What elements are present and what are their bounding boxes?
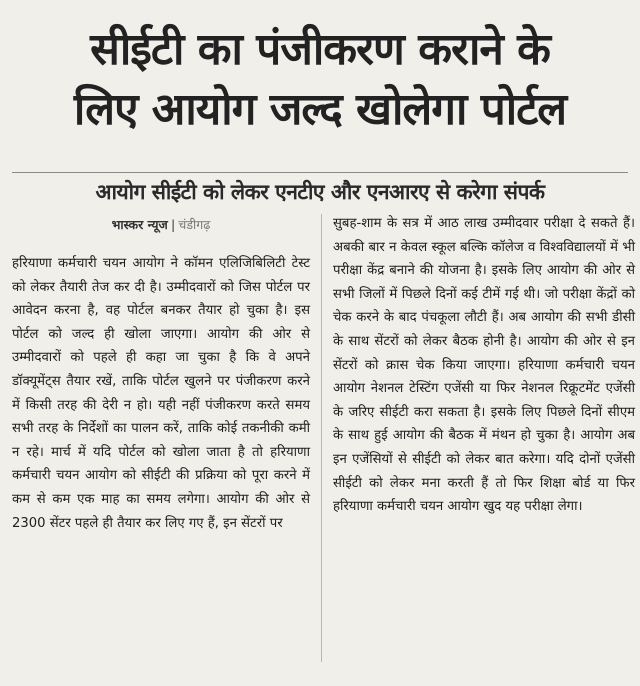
- byline-city: चंडीगढ़: [178, 217, 211, 232]
- headline-divider: [12, 172, 628, 173]
- column-divider: [321, 214, 322, 662]
- byline-source: भास्कर न्यूज: [111, 217, 168, 232]
- byline: [12, 214, 310, 236]
- article-column-right: [333, 212, 635, 519]
- left-column-text: हरियाणा कर्मचारी चयन आयोग ने कॉमन एलिजिबिलिटी टेस्ट को लेकर तैयारी तेज कर दी है। उम्मीदवारों को जिस पोर्टल पर आवेदन करना है, वह पोर्टल बनकर तैयार हो चुका है। इस पोर्टल को जल्द ही खोला जाएगा। आयोग की ओर से उम्मीदवारों को पहले ही कहा जा चुका है कि वे अपने डॉक्यूमेंट्स तैयार रखें, ताकि पोर्टल खुलने पर पंजीकरण करने में किसी तरह की देरी न हो। यही नहीं पंजीकरण करते समय सभी तरह के निर्देशों का पालन करें, ताकि कोई तकनीकी कमी न रहे। मार्च में यदि पोर्टल को खोला जाता है तो हरियाणा कर्मचारी चयन आयोग को सीईटी की प्रक्रिया को पूरा करने में कम से कम एक माह का समय लगेगा। आयोग की ओर से 2300 सेंटर पहले ही तैयार कर लिए गए हैं, इन सेंटरों पर: [12, 256, 310, 531]
- right-column-text: सुबह-शाम के सत्र में आठ लाख उम्मीदवार परीक्षा दे सकते हैं। अबकी बार न केवल स्कूल बल्कि कॉलेज व विश्वविद्यालयों में भी परीक्षा केंद्र बनाने की योजना है। इसके लिए आयोग की ओर से सभी जिलों में पिछले दिनों कई टीमें गई थी। जो परीक्षा केंद्रों को चेक करने के बाद पंचकूला लौटी हैं। अब आयोग की सभी डीसी के साथ सेंटरों को लेकर बैठक होनी है। आयोग की ओर से इन सेंटरों को क्रास चेक किया जाएगा। हरियाणा कर्मचारी चयन आयोग नेशनल टेस्टिंग एजेंसी या फिर नेशनल रिक्रूटमेंट एजेंसी के जरिए सीईटी करा सकता है। इसके लिए पिछले दिनों सीएम के साथ हुई आयोग की बैठक में मंथन हो चुका है। आयोग अब इन एजेंसियों से सीईटी को लेकर बात करेगा। यदि दोनों एजेंसी सीईटी को लेकर मना करती हैं तो फिर शिक्षा बोर्ड या फिर हरियाणा कर्मचारी चयन आयोग खुद यह परीक्षा लेगा।: [333, 216, 635, 515]
- byline-separator: |: [170, 217, 176, 232]
- headline: [0, 20, 640, 140]
- subheadline: आयोग सीईटी को लेकर एनटीए और एनआरए से करेगा संपर्क: [95, 180, 545, 204]
- headline-line-1: सीईटी का पंजीकरण कराने के: [90, 24, 550, 75]
- article-column-left: [12, 214, 310, 535]
- headline-line-2: लिए आयोग जल्द खोलेगा पोर्टल: [73, 84, 567, 135]
